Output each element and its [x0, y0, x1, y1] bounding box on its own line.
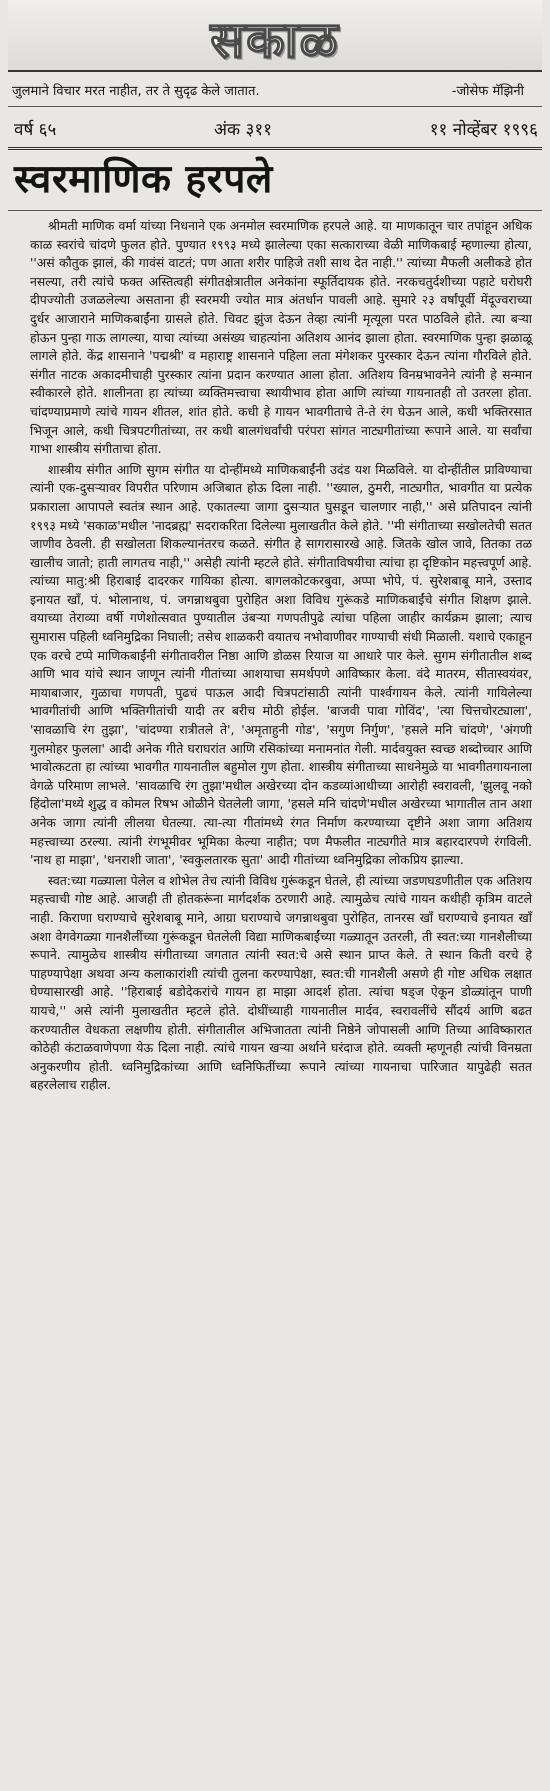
- masthead: [8, 0, 542, 72]
- article-paragraph: स्वत:च्या गळ्याला पेलेल व शोभेल तेच त्यांनी विविध गुरूंकडून घेतले, ही त्यांच्या जडणघडणीतील एक अतिशय महत्त्वाची गोष्ट आहे. आजही ती होतकरूंना मार्गदर्शक ठरणारी आहे. त्यामुळेच त्यांचे गायन कधीही कृत्रिम वाटले नाही. किराणा घराण्याचे सुरेशबाबू माने, आग्रा घराण्याचे जगन्नाथबुवा पुरोहित, तानरस खाँ घराण्याचे इनायत खाँ अशा वेगवेगळ्या गानशैलींच्या गुरूंकडून घेतलेली विद्या माणिकबाईंच्या गळ्यातून उतरली, ती स्वत:च्या गानशैलीच्या रूपाने. त्यामुळेच शास्त्रीय संगीताच्या जगतात त्यांनी स्वत:चे असे स्थान प्राप्त केले. ते स्थान किती वरचे हे पाहण्यापेक्षा अथवा अन्य कलाकारांशी त्यांची तुलना करण्यापेक्षा, स्वत:ची गानशैली असणे ही गोष्ट अधिक लक्षात घेण्यासारखी आहे. ''हिराबाई बडोदेकरांचे गायन हा माझा आदर्श होता. त्यांचा षड्ज ऐकून डोळ्यांतून पाणी यायचे,'' असे त्यांनी मुलाखतीत म्हटले होते. दोघींच्याही गायनातील मार्दव, स्वरावलींचे सौंदर्य आणि बढत करण्यातील वेधकता लक्षणीय होती. संगीतातील अभिजातता त्यांनी निष्ठेने जोपासली आणि तिच्या आविष्कारात कोठेही कंटाळवाणेपणा येऊ दिला नाही. त्यांचे गायन खऱ्या अर्थाने घरंदाज होते. व्यक्ती म्हणूनही त्यांची विनम्रता अनुकरणीय होती. ध्वनिमुद्रिकांच्या आणि ध्वनिफितींच्या रूपाने त्यांच्या गायनाचा पारिजात यापुढेही सतत बहरलेलाच राहील.: [30, 872, 532, 1093]
- newspaper-logo: सकाळ: [210, 10, 340, 69]
- editorial-body: [8, 211, 542, 1095]
- issue-number: अंक ३११: [214, 119, 273, 140]
- issue-volume: वर्ष ६५: [14, 119, 57, 140]
- motto-quote: जुलमाने विचार मरत नाहीत, तर ते सुदृढ केले जातात.: [12, 84, 260, 99]
- motto-author: -जोसेफ मॅझिनी: [451, 84, 524, 99]
- article-paragraph: श्रीमती माणिक वर्मा यांच्या निधनाने एक अनमोल स्वरमाणिक हरपले आहे. या माणकातून चार तपांहून अधिक काळ स्वरांचे चांदणे फुलत होते. पुण्यात १९९३ मध्ये झालेल्या एका सत्काराच्या वेळी माणिकबाई म्हणाल्या होत्या, ''असं कौतुक झालं, की गावंसं वाटतं; पण आता शरीर पाहिजे तशी साथ देत नाही.'' त्यांच्या मैफली अलीकडे होत नसल्या, तरी त्यांचे फक्त अस्तित्वही संगीतक्षेत्रातील अनेकांना स्फूर्तिदायक होते. नरकचतुर्दशीच्या पहाटे घरोघरी दीपज्योती उजळलेल्या असताना ही स्वरमयी ज्योत मात्र अंतर्धान पावली आहे. सुमारे २३ वर्षांपूर्वी मेंदूज्वराच्या दुर्धर आजाराने माणिकबाईंना ग्रासले होते. चिवट झुंज देऊन तेव्हा त्यांनी मृत्यूला परत पाठविले होते. त्या बऱ्या होऊन पुन्हा गाऊ लागल्या, याचा त्यांच्या असंख्य चाहत्यांना अतिशय आनंद झाला होता. स्वरमाणिक पुन्हा झळाळू लागले होते. केंद्र शासनाने 'पद्मश्री' व महाराष्ट्र शासनाने पहिला लता मंगेशकर पुरस्कार देऊन त्यांना गौरविले होते. संगीत नाटक अकादमीचाही पुरस्कार त्यांना प्रदान करण्यात आला होता. अतिशय विनम्रभावनेने त्यांनी हे सन्मान स्वीकारले होते. शालीनता हा त्यांच्या व्यक्तिमत्त्वाचा स्थायीभाव होता आणि त्यांच्या गायनातही तो उतरला होता. चांदण्याप्रमाणे त्यांचे गायन शीतल, शांत होते. कधी हे गायन भावगीताचे ते-ते रंग घेऊन आले, कधी भक्तिरसात भिजून आले, कधी चित्रपटगीतांच्या, तर कधी बालगंधर्वांची परंपरा सांगत नाट्यगीतांच्या रूपाने आले. या सर्वांचा गाभा शास्त्रीय संगीताचा होता.: [30, 218, 532, 457]
- editorial-headline: स्वरमाणिक हरपले: [8, 150, 542, 211]
- issue-date: ११ नोव्हेंबर १९९६: [429, 119, 538, 140]
- motto-bar: [8, 72, 542, 107]
- issue-info-bar: [8, 107, 542, 150]
- article-paragraph: शास्त्रीय संगीत आणि सुगम संगीत या दोन्हींमध्ये माणिकबाईंनी उदंड यश मिळविले. या दोन्हींतील प्राविण्याचा त्यांनी एक-दुसऱ्यावर विपरीत परिणाम अजिबात होऊ दिला नाही. ''ख्याल, ठुमरी, नाट्यगीत, भावगीत या प्रत्येक प्रकाराला आपापले स्वतंत्र स्थान आहे. एकातल्या जागा दुसऱ्यात घुसडून चालणार नाही,'' असे प्रतिपादन त्यांनी १९९३ मध्ये 'सकाळ'मधील 'नादब्रह्म' सदराकरिता दिलेल्या मुलाखतीत केले होते. ''मी संगीताच्या सखोलतेची सतत जाणीव ठेवली. ही सखोलता शिकल्यानंतरच कळते. संगीत हे सागरासारखे आहे. जितके खोल जावे, तितका तळ खालीच जातो; हाती लागतच नाही,'' असेही त्यांनी म्हटले होते. संगीताविषयीचा त्यांचा हा दृष्टिकोन महत्त्वपूर्ण आहे. त्यांच्या मातु:श्री हिराबाई दादरकर गायिका होत्या. बागलकोटकरबुवा, अप्पा भोपे, पं. सुरेशबाबू माने, उस्ताद इनायत खाँ, पं. भोलानाथ, पं. जगन्नाथबुवा पुरोहित अशा विविध गुरूंकडे माणिकबाईंचे संगीत शिक्षण झाले. वयाच्या तेराव्या वर्षी गणेशोत्सवात पुण्यातील उंबऱ्या गणपतीपुढे त्यांचा पहिला जाहीर कार्यक्रम झाला; त्याच सुमारास पहिली ध्वनिमुद्रिका निघाली; तसेच शाळकरी वयातच नभोवाणीवर गाण्याची संधी मिळाली. यशाचे एकाहून एक वरचे टप्पे माणिकबाईंनी संगीतावरील निष्ठा आणि डोळस रियाज या आधारे पार केले. सुगम संगीतातील शब्द आणि भाव यांचे स्थान जाणून त्यांनी गीतांच्या आशयाचा समर्थपणे आविष्कार केला. वंदे मातरम, सीतास्वयंवर, मायाबाजार, गुळाचा गणपती, पुढचं पाऊल आदी चित्रपटांसाठी त्यांनी पार्श्वगायन केले. त्यांनी गायिलेल्या भावगीतांची आणि भक्तिगीतांची यादी तर बरीच मोठी होईल. 'बाजवी पावा गोविंद', 'त्या चित्तचोरट्याला', 'सावळाचि रंग तुझा', 'चांदण्या रात्रीतले ते', 'अमृताहुनी गोड', 'सगुण निर्गुण', 'हसले मनि चांदणे', 'अंगणी गुलमोहर फुलला' आदी अनेक गीते घराघरांत आणि रसिकांच्या मनामनांत गेली. मार्दवयुक्त स्वच्छ शब्दोच्चार आणि भावोत्कटता हा त्यांच्या भावगीत गायनातील बहुमोल गुण होता. शास्त्रीय संगीताच्या साधनेमुळे या भावगीतगायनाला वेगळे परिमाण लाभले. 'सावळाचि रंग तुझा'मधील अखेरच्या दोन कडव्यांआधीच्या आरोही स्वरावली, 'झुलवू नको हिंदोला'मध्ये शुद्ध व कोमल रिषभ ओळीने घेतलेली जागा, 'हसले मनि चांदणे'मधील अखेरच्या भागातील तान अशा अनेक जागा त्यांनी लीलया घेतल्या. त्या-त्या गीतांमध्ये रंगत निर्माण करण्याच्या दृष्टीने अशा जागा अतिशय महत्त्वाच्या ठरल्या. त्यांनी रंगभूमीवर भूमिका केल्या नाहीत; पण मैफलीत नाट्यगीते मात्र बहारदारपणे रंगविली. 'नाथ हा माझा', 'धनराशी जाता', 'स्वकुलतारक सुता' आदी गीतांच्या ध्वनिमुद्रिका लोकप्रिय झाल्या.: [30, 461, 532, 868]
